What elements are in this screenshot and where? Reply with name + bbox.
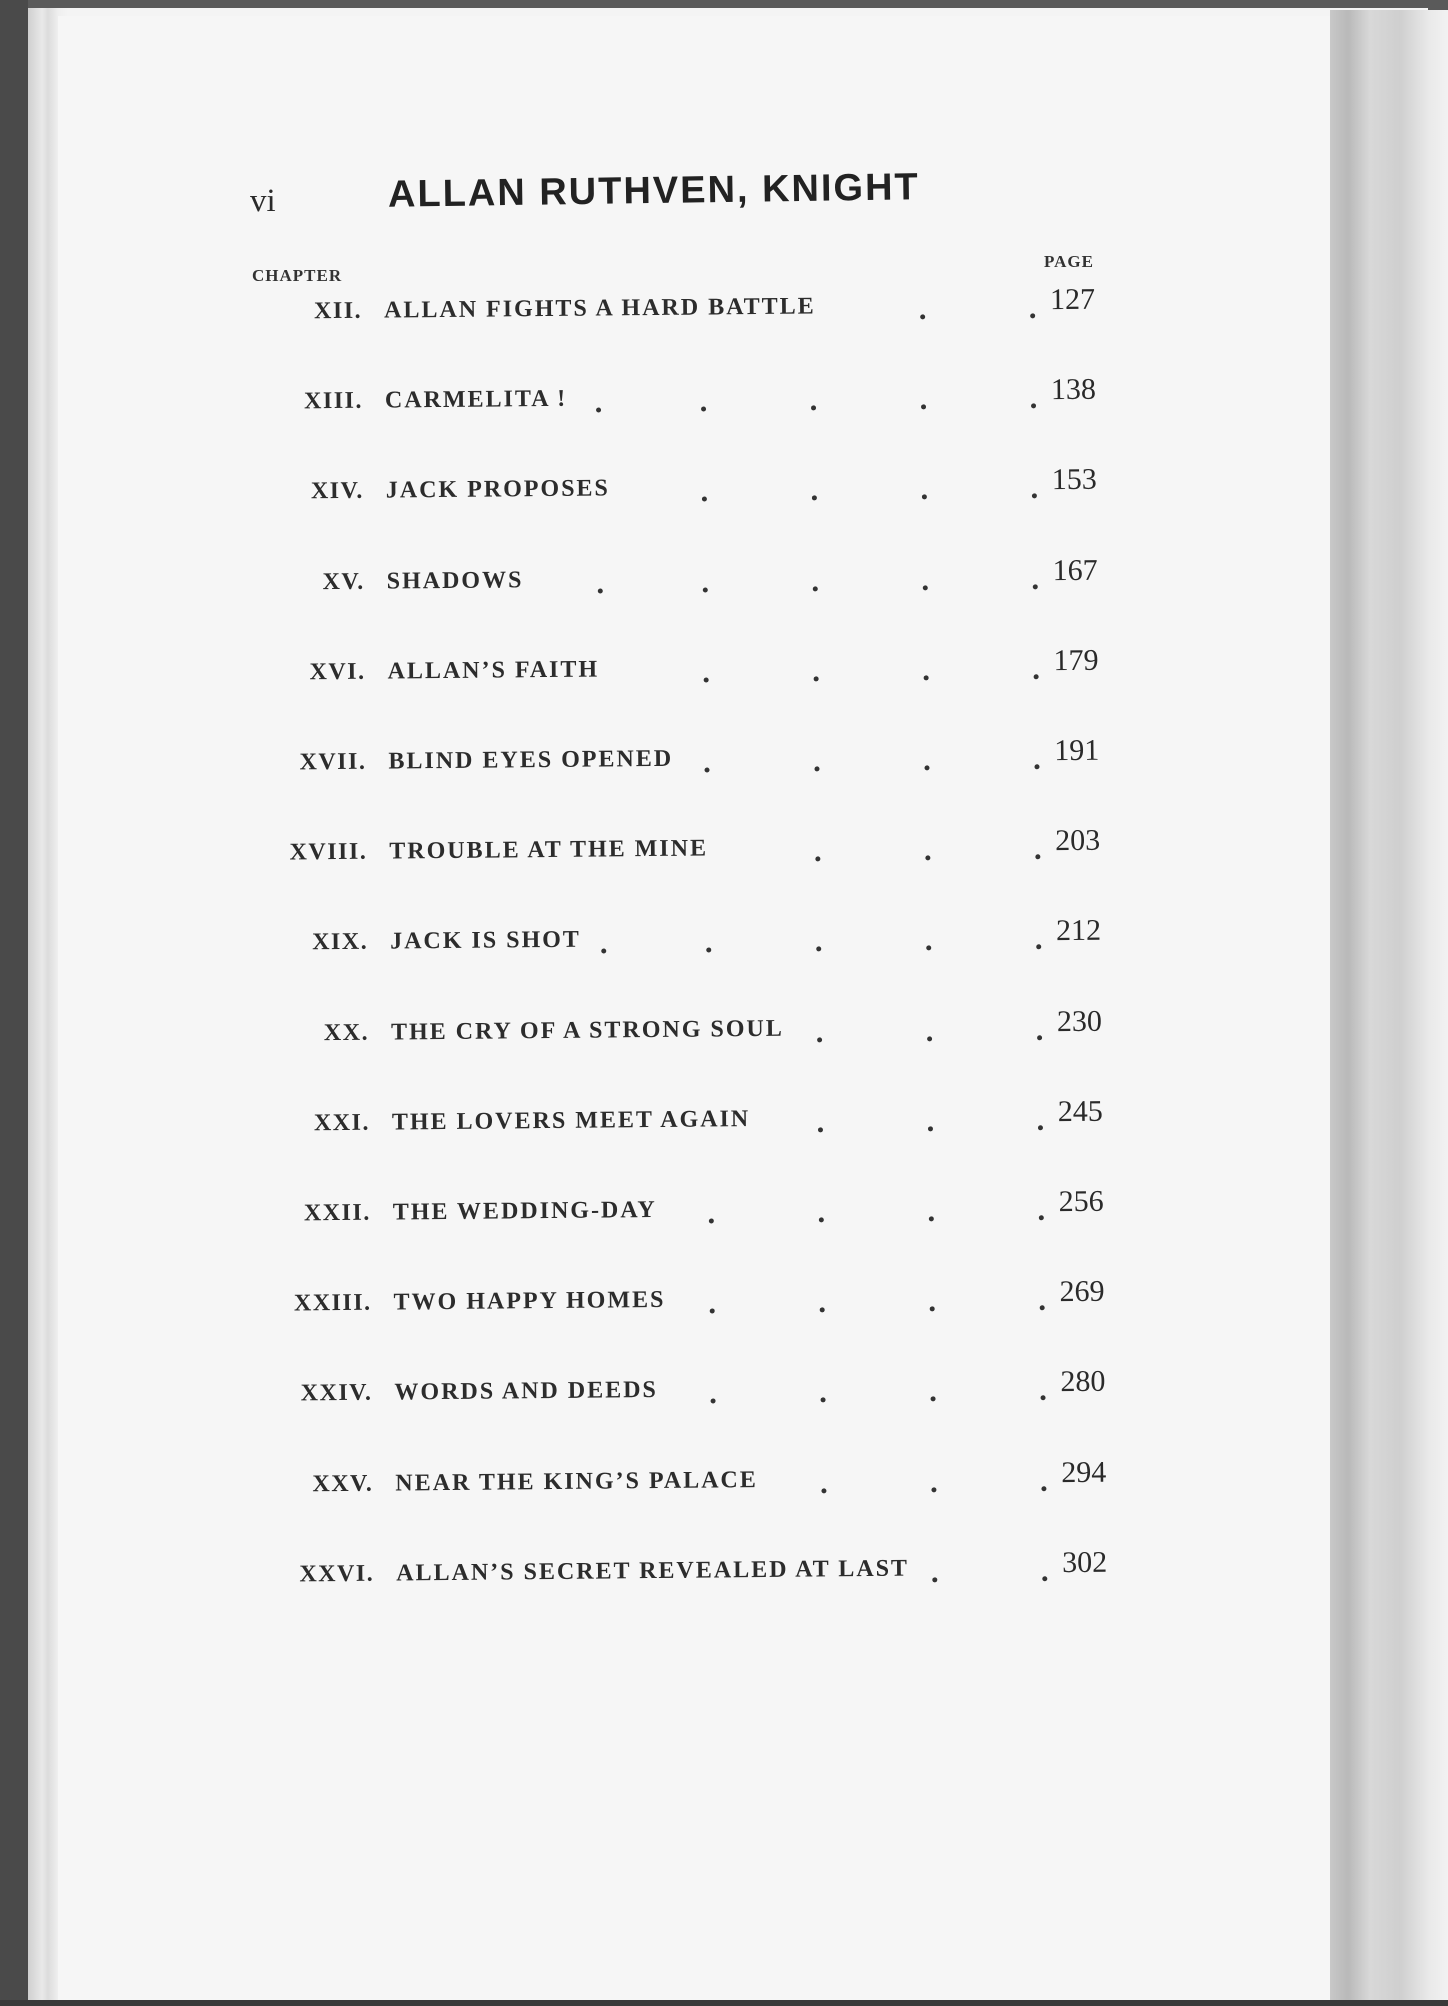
toc-entry (7, 1004, 1448, 1073)
leader-dot (931, 1397, 936, 1402)
chapter-number: XVII. (299, 748, 367, 776)
chapter-title: ALLAN’S SECRET REVEALED AT LAST (396, 1555, 910, 1587)
chapter-number: XXV. (312, 1470, 374, 1497)
chapter-number: XXI. (313, 1109, 371, 1137)
chapter-number: XII. (313, 297, 363, 325)
toc-entry (8, 1094, 1448, 1163)
leader-dot (814, 766, 819, 771)
toc-entry (3, 553, 1448, 622)
leader-dot (704, 677, 709, 682)
toc-entry (5, 823, 1448, 893)
leader-dot (821, 1398, 826, 1403)
page-number: 191 (1054, 733, 1100, 768)
page-number: 245 (1057, 1094, 1103, 1128)
page-number: 212 (1055, 914, 1102, 948)
leader-dot (922, 495, 927, 500)
leader-dot (926, 946, 931, 951)
chapter-title: TROUBLE AT THE MINE (389, 835, 709, 865)
leader-dot (923, 585, 928, 590)
page-number: 203 (1055, 823, 1101, 858)
page-number: 256 (1058, 1184, 1104, 1219)
leader-dot (709, 1218, 714, 1223)
leader-dot (1037, 1035, 1042, 1040)
book-title: ALLAN RUTHVEN, KNIGHT (387, 166, 921, 216)
leader-dot (920, 314, 925, 319)
chapter-title: THE LOVERS MEET AGAIN (391, 1105, 751, 1136)
toc-entry (6, 914, 1448, 983)
leader-dot (710, 1309, 715, 1314)
toc-entry (3, 643, 1448, 712)
leader-dot (701, 407, 706, 412)
chapter-title: THE CRY OF A STRONG SOUL (390, 1015, 784, 1046)
leader-dot (927, 1036, 932, 1041)
leader-dot (1041, 1486, 1046, 1491)
chapter-number: XVI. (309, 658, 366, 686)
leader-dot (1042, 1576, 1047, 1581)
chapter-title: NEAR THE KING’S PALACE (395, 1466, 758, 1497)
leader-dot (598, 588, 603, 593)
toc-entry (2, 463, 1448, 532)
leader-dot (601, 949, 606, 954)
leader-dot (1041, 1396, 1046, 1401)
leader-dot (1040, 1305, 1045, 1310)
leader-dot (924, 765, 929, 770)
chapter-number: XXIII. (293, 1289, 372, 1317)
chapter-title: JACK IS SHOT (390, 927, 581, 955)
chapter-title: ALLAN FIGHTS A HARD BATTLE (383, 293, 816, 324)
page-number: 294 (1061, 1455, 1107, 1489)
chapter-title: JACK PROPOSES (385, 475, 610, 504)
chapter-title: ALLAN’S FAITH (387, 656, 600, 685)
leader-dot (817, 1037, 822, 1042)
toc-entry (11, 1455, 1448, 1524)
leader-dot (821, 1488, 826, 1493)
page-number: 269 (1059, 1274, 1105, 1309)
page-number: 230 (1056, 1004, 1103, 1038)
page-folio: vi (250, 183, 276, 219)
leader-dot (812, 496, 817, 501)
chapter-column-header: CHAPTER (252, 266, 343, 285)
leader-dot (703, 587, 708, 592)
toc-entry (10, 1365, 1448, 1434)
toc-entry (0, 282, 1448, 351)
leader-dot (1036, 945, 1041, 950)
leader-dot (1034, 674, 1039, 679)
leader-dot (1038, 1125, 1043, 1130)
leader-dot (816, 947, 821, 952)
leader-dot (928, 1126, 933, 1131)
page-number: 153 (1051, 463, 1097, 497)
toc-entry (9, 1184, 1448, 1253)
page-number: 280 (1060, 1365, 1106, 1399)
page-number: 167 (1052, 553, 1098, 587)
chapter-number: XXIV. (300, 1380, 373, 1407)
page-number: 179 (1053, 643, 1099, 677)
chapter-title: WORDS AND DEEDS (394, 1377, 658, 1406)
chapter-title: TWO HAPPY HOMES (393, 1287, 666, 1316)
leader-dot (711, 1399, 716, 1404)
toc-entry (10, 1274, 1448, 1343)
leader-dot (1030, 313, 1035, 318)
leader-dot (818, 1127, 823, 1132)
leader-dot (819, 1217, 824, 1222)
toc-entry (4, 733, 1448, 802)
page-column-header: PAGE (1044, 252, 1094, 271)
leader-dot (704, 767, 709, 772)
leader-dot (706, 948, 711, 953)
chapter-number: XV. (322, 568, 365, 595)
leader-dot (811, 406, 816, 411)
leader-dot (815, 857, 820, 862)
leader-dot (702, 497, 707, 502)
leader-dot (1031, 403, 1036, 408)
leader-dot (813, 586, 818, 591)
toc-entry (12, 1545, 1448, 1614)
toc-entry (1, 372, 1448, 442)
leader-dot (1039, 1215, 1044, 1220)
chapter-number: XIX. (312, 929, 369, 956)
leader-dot (930, 1307, 935, 1312)
chapter-number: XVIII. (289, 838, 368, 866)
chapter-number: XXVI. (299, 1560, 375, 1588)
leader-dot (924, 675, 929, 680)
leader-dot (1034, 764, 1039, 769)
leader-dot (1033, 584, 1038, 589)
chapter-title: THE WEDDING-DAY (392, 1196, 657, 1226)
leader-dot (814, 676, 819, 681)
chapter-number: XX. (323, 1019, 370, 1046)
page-number: 138 (1050, 372, 1097, 407)
chapter-title: CARMELITA ! (384, 385, 568, 414)
leader-dot (925, 856, 930, 861)
chapter-number: XIII. (303, 387, 364, 415)
chapter-title: SHADOWS (386, 566, 524, 595)
leader-dot (596, 408, 601, 413)
leader-dot (929, 1216, 934, 1221)
leader-dot (1035, 854, 1040, 859)
chapter-number: XXII. (303, 1199, 371, 1227)
leader-dot (1032, 494, 1037, 499)
leader-dot (931, 1487, 936, 1492)
page-number: 302 (1061, 1545, 1108, 1579)
leader-dot (932, 1577, 937, 1582)
chapter-number: XIV. (310, 478, 364, 505)
page-number: 127 (1049, 282, 1096, 317)
chapter-title: BLIND EYES OPENED (388, 745, 674, 775)
leader-dot (820, 1308, 825, 1313)
leader-dot (921, 405, 926, 410)
